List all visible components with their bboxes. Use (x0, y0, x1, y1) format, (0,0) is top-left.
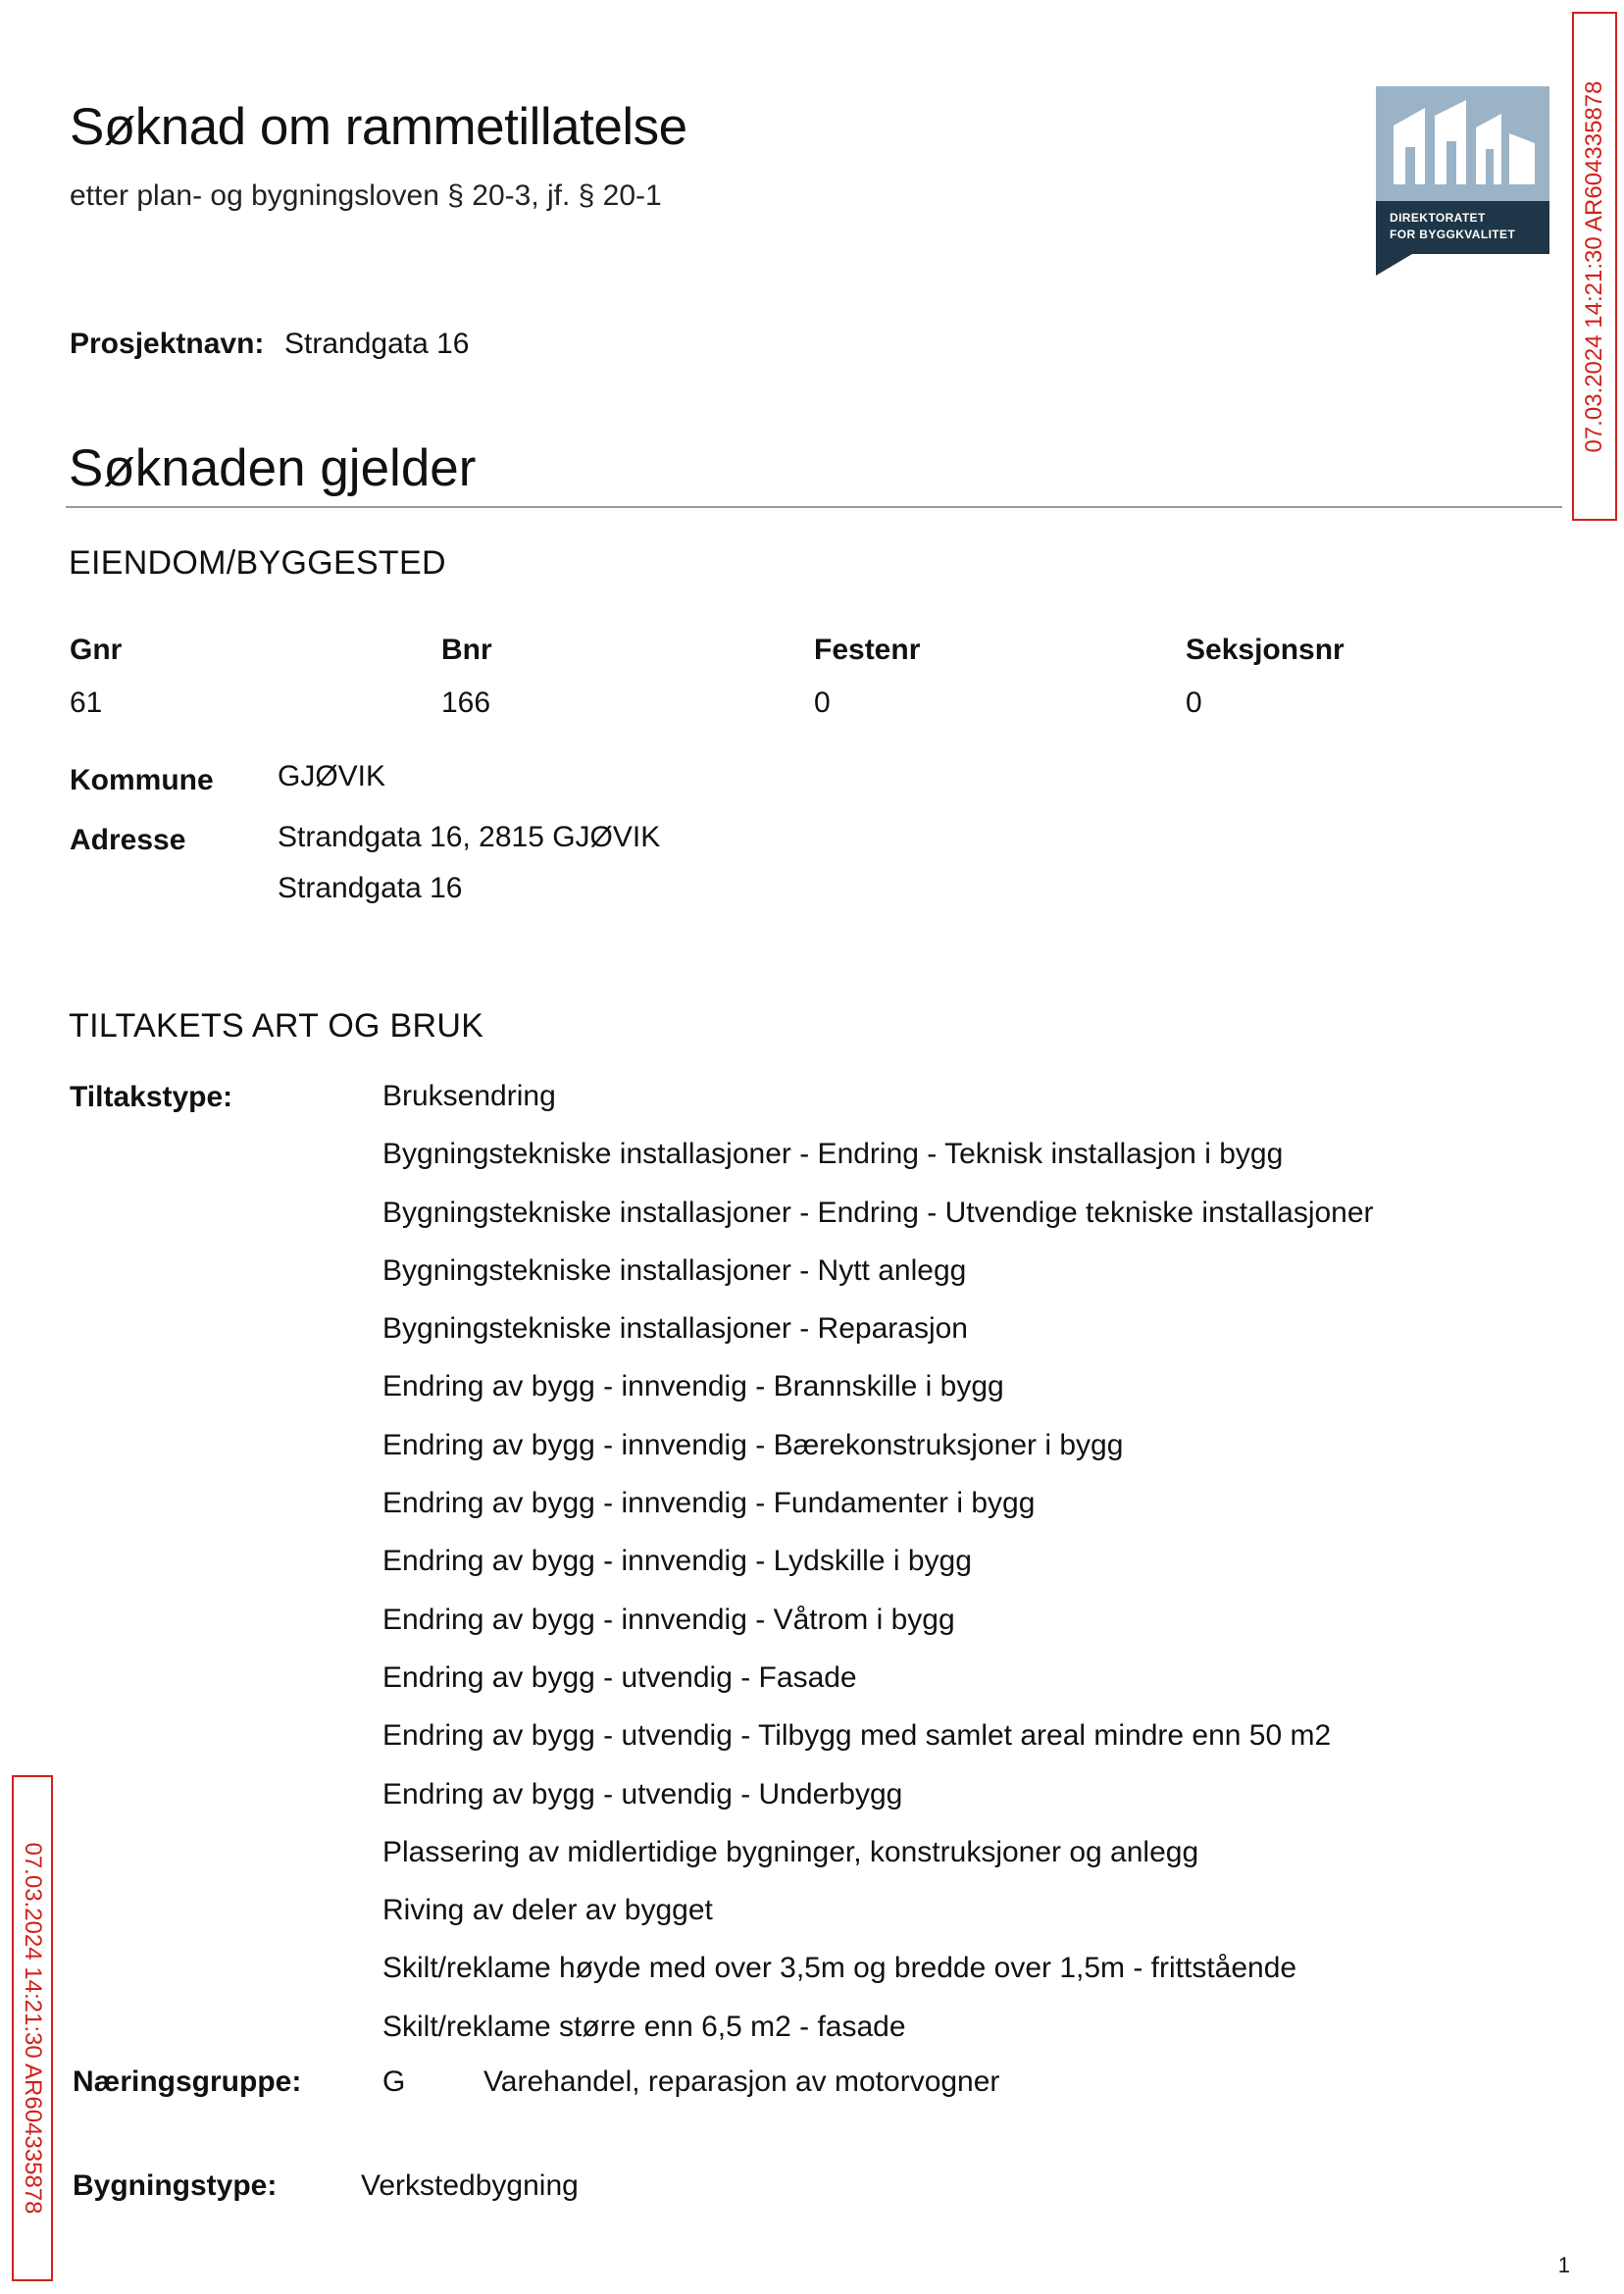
logo-text-line1: DIREKTORATET (1390, 211, 1486, 225)
naeringsgruppe-value: Varehandel, reparasjon av motorvogner (483, 2065, 1000, 2098)
tiltakstype-item: Endring av bygg - innvendig - Brannskille i bygg (382, 1370, 1004, 1403)
bnr-label: Bnr (441, 634, 492, 666)
dibk-logo (1376, 86, 1549, 276)
gnr-label: Gnr (70, 634, 123, 666)
adresse-line1: Strandgata 16, 2815 GJØVIK (278, 821, 661, 853)
page-number: 1 (1557, 2253, 1570, 2277)
tiltakstype-item: Endring av bygg - utvendig - Fasade (382, 1660, 857, 1694)
tiltakstype-list (382, 1079, 1374, 2067)
stamp-text: 07.03.2024 14:21:30 AR604335878 (20, 1842, 46, 2215)
section-divider (66, 506, 1562, 508)
tiltakstype-item: Endring av bygg - utvendig - Tilbygg med samlet areal mindre enn 50 m2 (382, 1719, 1332, 1753)
document-title: Søknad om rammetillatelse (70, 98, 687, 156)
tiltakstype-item: Endring av bygg - innvendig - Lydskille i bygg (382, 1545, 972, 1578)
bygningstype-label: Bygningstype: (73, 2169, 278, 2202)
festenr-label: Festenr (814, 634, 921, 666)
logo-band (1376, 201, 1549, 254)
logo-building-icon (1376, 86, 1549, 201)
tiltakstype-item: Plassering av midlertidige bygninger, konstruksjoner og anlegg (382, 1835, 1199, 1868)
eiendom-heading: EIENDOM/BYGGESTED (69, 544, 446, 582)
tiltakstype-item: Endring av bygg - innvendig - Bærekonstruksjoner i bygg (382, 1428, 1124, 1461)
festenr-value: 0 (814, 687, 831, 719)
receipt-stamp-side (12, 1775, 53, 2281)
tiltakstype-item: Endring av bygg - innvendig - Fundamenter i bygg (382, 1487, 1036, 1520)
tiltak-heading: TILTAKETS ART OG BRUK (69, 1007, 484, 1045)
section-heading: Søknaden gjelder (69, 439, 477, 497)
kommune-label: Kommune (70, 764, 214, 796)
logo-text-line2: FOR BYGGKVALITET (1390, 228, 1516, 241)
tiltakstype-item: Bygningstekniske installasjoner - Reparasjon (382, 1312, 968, 1346)
adresse-line2: Strandgata 16 (278, 872, 463, 904)
tiltakstype-label: Tiltakstype: (70, 1081, 233, 1113)
tiltakstype-item: Skilt/reklame høyde med over 3,5m og bredde over 1,5m - frittstående (382, 1952, 1297, 1985)
adresse-label: Adresse (70, 824, 186, 856)
seksjonsnr-label: Seksjonsnr (1186, 634, 1345, 666)
naeringsgruppe-code: G (382, 2065, 406, 2098)
bnr-value: 166 (441, 687, 491, 719)
tiltakstype-item: Skilt/reklame større enn 6,5 m2 - fasade (382, 2010, 906, 2043)
logo-tail (1376, 254, 1412, 276)
receipt-stamp-top (1572, 12, 1617, 521)
kommune-value: GJØVIK (278, 760, 386, 792)
tiltakstype-item: Bygningstekniske installasjoner - Endring - Utvendige tekniske installasjoner (382, 1196, 1374, 1229)
tiltakstype-item: Riving av deler av bygget (382, 1894, 713, 1927)
document-subtitle: etter plan- og bygningsloven § 20-3, jf. § 20-1 (70, 179, 662, 212)
tiltakstype-item: Bygningstekniske installasjoner - Nytt anlegg (382, 1253, 967, 1287)
seksjonsnr-value: 0 (1186, 687, 1202, 719)
project-label: Prosjektnavn: (70, 328, 265, 360)
tiltakstype-item: Endring av bygg - innvendig - Våtrom i bygg (382, 1603, 955, 1636)
gnr-value: 61 (70, 687, 103, 719)
stamp-text: 07.03.2024 14:21:30 AR604335878 (1581, 79, 1607, 453)
naeringsgruppe-label: Næringsgruppe: (73, 2065, 302, 2098)
bygningstype-value: Verkstedbygning (361, 2169, 579, 2202)
tiltakstype-item: Bygningstekniske installasjoner - Endring - Teknisk installasjon i bygg (382, 1138, 1284, 1171)
tiltakstype-item: Bruksendring (382, 1080, 556, 1112)
project-value: Strandgata 16 (284, 328, 470, 360)
tiltakstype-item: Endring av bygg - utvendig - Underbygg (382, 1777, 903, 1810)
